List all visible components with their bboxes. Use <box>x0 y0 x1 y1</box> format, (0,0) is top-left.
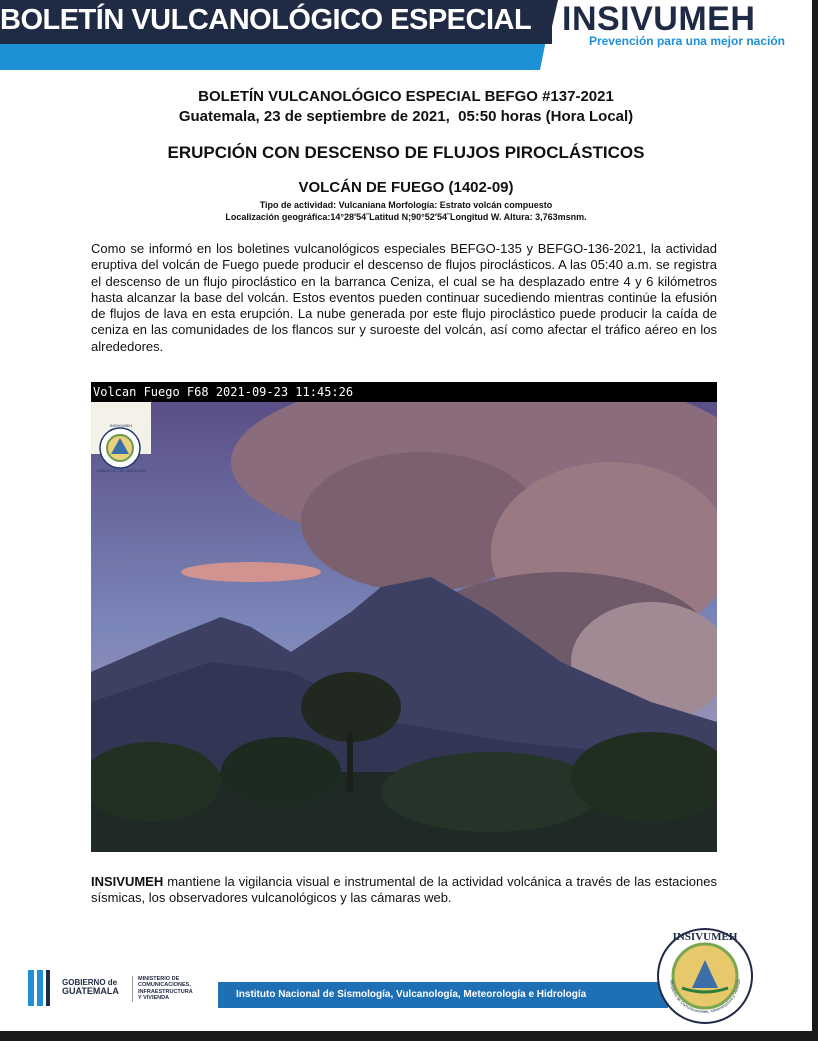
brand-logo-text: INSIVUMEH <box>562 0 756 38</box>
seal-title: INSIVUMEH <box>672 931 738 943</box>
webcam-image <box>91 382 717 852</box>
bulletin-body: Como se informó en los boletines vulcanológicos especiales BEFGO-135 y BEFGO-136-2021, la actividad eruptiva del volcán de Fuego puede producir el descenso de flujos piroclásticos. A las 05:40 a.m. se registra el descenso de un flujo piroclástico en la barranca Ceniza, el cual se ha desplazado entre 4 y 6 kilómetros hasta alcanzar la base del volcán. Estos eventos pueden continuar sucediendo mientras continúe la efusión de flujos de lava en esta erupción. La nube generada por este flujo piroclástico puede producir la caída de ceniza en las comunidades de los flancos sur y suroeste del volcán, así como afectar el tráfico aéreo en los alrededores. <box>91 241 717 354</box>
institute-bar: Instituto Nacional de Sismología, Vulcanología, Meteorología e Hidrología <box>218 982 668 1008</box>
volcano-photo <box>91 402 717 852</box>
header-accent-bar <box>0 44 540 70</box>
ministry-line: MINISTERIO DE <box>138 976 180 982</box>
seal-ring-text: Ministerio de Comunicaciones, Infraestructura y Vivienda <box>669 979 741 1015</box>
vulcanology-unit-logo <box>91 402 151 473</box>
government-name <box>62 978 119 996</box>
logo-top-text: INSIVUMEH <box>109 423 133 428</box>
brand-tagline: Prevención para una mejor nación <box>588 34 785 48</box>
closing-paragraph <box>91 874 717 907</box>
bulletin-headline: ERUPCIÓN CON DESCENSO DE FLUJOS PIROCLÁSTICOS <box>167 143 645 162</box>
bulletin-date: Guatemala, 23 de septiembre de 2021, 05:50 horas (Hora Local) <box>178 108 634 125</box>
ministry-line: Y VIVIENDA <box>138 995 170 1002</box>
closing-text: mantiene la vigilancia visual e instrumental de la actividad volcánica a través de las estaciones sísmicas, los observadores vulcanológicos y las cámaras web. <box>91 874 717 906</box>
ministry-line: COMUNICACIONES, <box>138 982 191 989</box>
geo-location: Localización geográfica:14°28′54˝Latitud N;90°52′54˝Longitud W. Altura: 3,763msnm. <box>225 212 587 222</box>
gov-line2: GUATEMALA <box>62 986 119 996</box>
webcam-caption: Volcan Fuego F68 2021-09-23 11:45:26 <box>91 382 717 402</box>
pink-cloud <box>181 562 321 582</box>
ministry-name <box>132 976 193 1002</box>
activity-type: Tipo de actividad: Vulcaniana Morfología: Estrato volcán compuesto <box>259 200 553 210</box>
ministry-line: INFRAESTRUCTURA <box>138 988 193 995</box>
logo-bottom-text: UNIDAD DE VULCANOLOGÍA <box>96 469 146 473</box>
closing-brand: INSIVUMEH <box>91 874 164 889</box>
insivumeh-seal <box>652 926 758 1026</box>
banner-title: BOLETÍN VULCANOLÓGICO ESPECIAL <box>0 4 532 36</box>
government-logo <box>28 970 198 1010</box>
gov-line1: GOBIERNO de <box>62 978 118 987</box>
bulletin-code: BOLETÍN VULCANOLÓGICO ESPECIAL BEFGO #137-2021 <box>198 88 614 105</box>
volcano-name: VOLCÁN DE FUEGO (1402-09) <box>298 179 514 196</box>
